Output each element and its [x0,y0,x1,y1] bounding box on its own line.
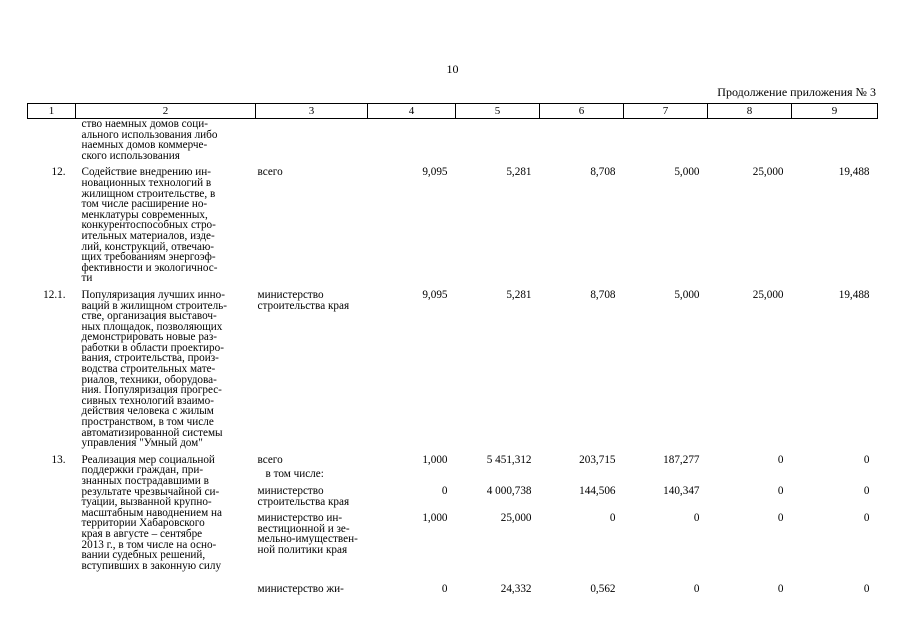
measure-name: Реализация мер социальной поддержки граждан, при- знанных пострадавшими в результате чрезвычайной си- туации, вызванной крупно- масштабным наводнением на территории Хабаровского края в августе – сентябре 2013 г., в том числе на осно- вании судебных решений, вступивших в законную силу [81,453,222,572]
value-col7: 140,347 [663,485,700,497]
executor: министерство строительства края [257,288,350,312]
value-col7: 187,277 [663,453,700,466]
row-number: 13. [51,453,66,466]
column-header: 5 [456,104,540,119]
column-header: 2 [76,104,256,119]
value-col7: 0 [693,512,700,525]
column-header: 9 [792,104,878,119]
continuation-caption: Продолжение приложения № 3 [717,85,876,99]
executor: министерство ин- вестиционной и зе- мельно-имуществен- ной политики края [257,512,358,556]
value-col9: 19,488 [838,288,870,301]
value-col9: 0 [863,512,870,525]
column-header: 6 [540,104,624,119]
table-row [28,455,878,466]
value-col5: 24,332 [500,582,532,595]
table-row [28,290,878,449]
value-col6: 203,715 [579,453,616,466]
value-col6: 0 [609,512,616,525]
carryover-text: ство наемных домов соци- ального использования либо наемных домов коммерче- ского использования [81,118,218,162]
value-col6: 0,562 [590,582,616,595]
value-col4: 0 [441,485,448,497]
carryover-row [28,119,878,162]
page-number: 10 [446,62,459,76]
value-col7: 0 [693,582,700,595]
value-col6: 8,708 [590,166,616,179]
value-col8: 25,000 [752,288,784,301]
measure-name: Популяризация лучших инно- ваций в жилищном строитель- стве, организация выставоч- ных площадок, позволяющих демонстрировать новые раз- работки в области проектиро- вания, строительства, произ- водства строительных мате- риалов, техники, оборудова- ния. Популяризация прогрес- сивных технологий взаимо- действия человека с жилым пространством, в том числе автоматизированной системы управления "Умный дом" [81,288,228,450]
executor: всего [257,453,283,466]
value-col5: 25,000 [500,512,532,525]
executor-group-label: в том числе: [265,468,324,481]
value-col5: 5 451,312 [486,453,532,466]
column-header: 3 [256,104,368,119]
value-col8: 25,000 [752,166,784,179]
value-col8: 0 [777,512,784,525]
column-header: 8 [708,104,792,119]
executor: министерство строительства края [257,485,350,508]
value-col5: 5,281 [506,288,532,301]
value-col4: 1,000 [422,453,448,466]
value-col9: 19,488 [838,166,870,179]
appendix-table [27,103,878,594]
value-col4: 9,095 [422,288,448,301]
value-col6: 8,708 [590,288,616,301]
executor: министерство жи- [257,582,344,595]
measure-name: Содействие внедрению ин- новационных технологий в жилищном строительстве, в том числе расширение но- менклатуры современных, конкурентоспособных стро- ительных материалов, изде- лий, конструкций, отвечаю- щих требованиям энергоэф- фективности и экологичнос- ти [81,166,218,285]
executor: всего [257,166,283,179]
value-col4: 1,000 [422,512,448,525]
value-col7: 5,000 [674,166,700,179]
value-col8: 0 [777,453,784,466]
value-col8: 0 [777,582,784,595]
row-number: 12.1. [43,288,66,301]
value-col7: 5,000 [674,288,700,301]
table-header-row [28,104,878,119]
value-col8: 0 [777,485,784,497]
value-col5: 5,281 [506,166,532,179]
value-col9: 0 [863,582,870,595]
value-col9: 0 [863,485,870,497]
row-number: 12. [51,166,66,179]
value-col9: 0 [863,453,870,466]
value-col4: 9,095 [422,166,448,179]
column-header: 7 [624,104,708,119]
table-row [28,167,878,284]
column-header: 4 [368,104,456,119]
value-col5: 4 000,738 [486,485,532,497]
value-col4: 0 [441,582,448,595]
value-col6: 144,506 [579,485,616,497]
column-header: 1 [28,104,76,119]
